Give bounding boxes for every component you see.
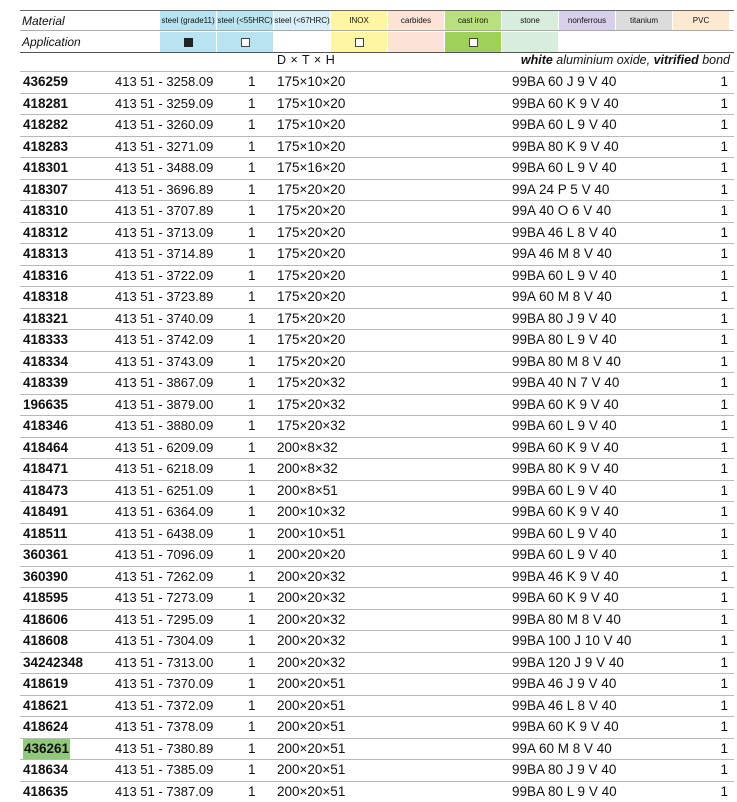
order-code: 413 51 - 7372.09	[115, 696, 213, 717]
grinding-spec: 99BA 60 K 9 V 40	[512, 588, 619, 609]
table-row	[20, 372, 734, 394]
article-number: 418511	[23, 524, 67, 545]
pack-quantity: 1	[720, 739, 728, 760]
quantity: 1	[248, 137, 256, 158]
order-code: 413 51 - 3880.09	[115, 416, 213, 437]
grinding-spec: 99BA 60 L 9 V 40	[512, 524, 617, 545]
dimensions: 175×16×20	[277, 158, 345, 179]
order-code: 413 51 - 3707.89	[115, 201, 213, 222]
material-header-row	[20, 10, 734, 31]
application-cell	[501, 32, 558, 52]
grinding-spec: 99BA 60 L 9 V 40	[512, 158, 617, 179]
article-number: 436261	[23, 739, 70, 760]
quantity: 1	[248, 674, 256, 695]
grinding-spec: 99BA 100 J 10 V 40	[512, 631, 631, 652]
dimensions: 200×20×32	[277, 631, 345, 652]
order-code: 413 51 - 7385.09	[115, 760, 213, 781]
order-code: 413 51 - 7313.00	[115, 653, 213, 674]
table-row	[20, 200, 734, 222]
article-number: 436259	[23, 72, 68, 93]
grinding-spec: 99BA 60 J 9 V 40	[512, 72, 616, 93]
table-row	[20, 544, 734, 566]
dimensions: 200×20×51	[277, 717, 345, 738]
article-number: 418334	[23, 352, 68, 373]
order-code: 413 51 - 3723.89	[115, 287, 213, 308]
quantity: 1	[248, 309, 256, 330]
order-code: 413 51 - 3696.89	[115, 180, 213, 201]
table-row	[20, 480, 734, 502]
article-number: 418606	[23, 610, 68, 631]
dimensions: 200×20×51	[277, 739, 345, 760]
table-row	[20, 71, 734, 93]
pack-quantity: 1	[720, 72, 728, 93]
grinding-spec: 99BA 60 K 9 V 40	[512, 717, 619, 738]
order-code: 413 51 - 7380.89	[115, 739, 213, 760]
order-code: 413 51 - 7262.09	[115, 567, 213, 588]
product-table	[20, 71, 734, 802]
dimensions: 175×20×20	[277, 330, 345, 351]
grinding-spec: 99BA 60 L 9 V 40	[512, 481, 617, 502]
pack-quantity: 1	[720, 158, 728, 179]
article-number: 418464	[23, 438, 68, 459]
material-cell: PVC	[672, 11, 729, 31]
table-row	[20, 329, 734, 351]
article-number: 196635	[23, 395, 68, 416]
grinding-spec: 99BA 60 K 9 V 40	[512, 395, 619, 416]
application-cell	[216, 32, 273, 52]
material-cell: steel (grade11)	[159, 11, 216, 31]
quantity: 1	[248, 459, 256, 480]
table-row	[20, 114, 734, 136]
material-cell: INOX	[330, 11, 387, 31]
table-row	[20, 501, 734, 523]
column-header	[20, 53, 734, 70]
pack-quantity: 1	[720, 180, 728, 201]
checkbox-empty-icon	[355, 38, 364, 47]
application-cell	[558, 32, 615, 52]
dimensions: 175×20×20	[277, 180, 345, 201]
order-code: 413 51 - 3722.09	[115, 266, 213, 287]
pack-quantity: 1	[720, 782, 728, 802]
article-number: 418624	[23, 717, 68, 738]
checkbox-empty-icon	[241, 38, 250, 47]
quantity: 1	[248, 610, 256, 631]
grinding-spec: 99BA 80 J 9 V 40	[512, 760, 616, 781]
quantity: 1	[248, 330, 256, 351]
dimensions: 200×20×32	[277, 610, 345, 631]
pack-quantity: 1	[720, 438, 728, 459]
dimensions: 175×20×20	[277, 244, 345, 265]
order-code: 413 51 - 3713.09	[115, 223, 213, 244]
order-code: 413 51 - 3714.89	[115, 244, 213, 265]
grinding-spec: 99BA 80 L 9 V 40	[512, 782, 617, 802]
order-code: 413 51 - 7096.09	[115, 545, 213, 566]
article-number: 418491	[23, 502, 68, 523]
pack-quantity: 1	[720, 201, 728, 222]
table-row	[20, 93, 734, 115]
order-code: 413 51 - 6218.09	[115, 459, 213, 480]
quantity: 1	[248, 696, 256, 717]
pack-quantity: 1	[720, 631, 728, 652]
quantity: 1	[248, 760, 256, 781]
quantity: 1	[248, 201, 256, 222]
grinding-spec: 99BA 40 N 7 V 40	[512, 373, 619, 394]
grinding-spec: 99BA 46 L 8 V 40	[512, 696, 617, 717]
article-number: 34242348	[23, 653, 83, 674]
order-code: 413 51 - 7378.09	[115, 717, 213, 738]
pack-quantity: 1	[720, 330, 728, 351]
quantity: 1	[248, 545, 256, 566]
pack-quantity: 1	[720, 481, 728, 502]
table-row	[20, 157, 734, 179]
quantity: 1	[248, 373, 256, 394]
article-number: 418634	[23, 760, 68, 781]
table-row	[20, 458, 734, 480]
order-code: 413 51 - 3258.09	[115, 72, 213, 93]
dimensions: 200×20×51	[277, 760, 345, 781]
article-number: 418310	[23, 201, 68, 222]
article-number: 418473	[23, 481, 68, 502]
grinding-spec: 99BA 46 J 9 V 40	[512, 674, 616, 695]
table-row	[20, 265, 734, 287]
article-number: 418619	[23, 674, 68, 695]
dimensions: 175×20×32	[277, 395, 345, 416]
table-row	[20, 136, 734, 158]
dimensions: 200×10×32	[277, 502, 345, 523]
article-number: 418313	[23, 244, 68, 265]
order-code: 413 51 - 3488.09	[115, 158, 213, 179]
dimensions: 175×20×20	[277, 352, 345, 373]
article-number: 418282	[23, 115, 68, 136]
order-code: 413 51 - 3742.09	[115, 330, 213, 351]
pack-quantity: 1	[720, 94, 728, 115]
bond-description	[521, 53, 730, 67]
bond-white: white	[521, 53, 553, 67]
order-code: 413 51 - 6251.09	[115, 481, 213, 502]
table-row	[20, 587, 734, 609]
dimensions-header: D × T × H	[277, 53, 335, 67]
dimensions: 200×20×51	[277, 782, 345, 802]
pack-quantity: 1	[720, 588, 728, 609]
pack-quantity: 1	[720, 653, 728, 674]
application-cell	[672, 32, 729, 52]
quantity: 1	[248, 653, 256, 674]
application-cell	[330, 32, 387, 52]
order-code: 413 51 - 3740.09	[115, 309, 213, 330]
quantity: 1	[248, 94, 256, 115]
article-number: 418318	[23, 287, 68, 308]
quantity: 1	[248, 416, 256, 437]
application-header-row	[20, 32, 734, 52]
order-code: 413 51 - 3271.09	[115, 137, 213, 158]
table-row	[20, 222, 734, 244]
pack-quantity: 1	[720, 567, 728, 588]
order-code: 413 51 - 7370.09	[115, 674, 213, 695]
quantity: 1	[248, 180, 256, 201]
quantity: 1	[248, 717, 256, 738]
dimensions: 175×20×32	[277, 373, 345, 394]
material-cell: steel (<55HRC)	[216, 11, 273, 31]
pack-quantity: 1	[720, 287, 728, 308]
article-number: 418635	[23, 782, 68, 802]
table-row	[20, 394, 734, 416]
grinding-spec: 99BA 46 K 9 V 40	[512, 567, 619, 588]
order-code: 413 51 - 3743.09	[115, 352, 213, 373]
dimensions: 200×20×51	[277, 696, 345, 717]
application-label: Application	[20, 32, 159, 52]
dimensions: 200×20×32	[277, 653, 345, 674]
article-number: 418307	[23, 180, 68, 201]
table-row	[20, 308, 734, 330]
dimensions: 175×20×32	[277, 416, 345, 437]
dimensions: 200×8×32	[277, 459, 338, 480]
quantity: 1	[248, 438, 256, 459]
quantity: 1	[248, 782, 256, 802]
dimensions: 175×10×20	[277, 137, 345, 158]
grinding-spec: 99A 60 M 8 V 40	[512, 287, 612, 308]
article-number: 418283	[23, 137, 68, 158]
quantity: 1	[248, 502, 256, 523]
article-number: 360390	[23, 567, 68, 588]
dimensions: 175×20×20	[277, 223, 345, 244]
quantity: 1	[248, 524, 256, 545]
dimensions: 200×20×32	[277, 588, 345, 609]
material-label: Material	[20, 11, 159, 31]
pack-quantity: 1	[720, 266, 728, 287]
order-code: 413 51 - 6364.09	[115, 502, 213, 523]
application-cell	[615, 32, 672, 52]
pack-quantity: 1	[720, 309, 728, 330]
grinding-spec: 99BA 46 L 8 V 40	[512, 223, 617, 244]
table-row	[20, 415, 734, 437]
table-row	[20, 630, 734, 652]
article-number: 418281	[23, 94, 68, 115]
dimensions: 175×10×20	[277, 115, 345, 136]
material-cell: stone	[501, 11, 558, 31]
table-row	[20, 759, 734, 781]
pack-quantity: 1	[720, 115, 728, 136]
dimensions: 175×20×20	[277, 201, 345, 222]
pack-quantity: 1	[720, 395, 728, 416]
article-number: 418471	[23, 459, 68, 480]
bond-end: bond	[699, 53, 730, 67]
pack-quantity: 1	[720, 696, 728, 717]
quantity: 1	[248, 481, 256, 502]
dimensions: 175×20×20	[277, 309, 345, 330]
grinding-spec: 99BA 80 J 9 V 40	[512, 309, 616, 330]
grinding-spec: 99BA 60 L 9 V 40	[512, 416, 617, 437]
quantity: 1	[248, 352, 256, 373]
order-code: 413 51 - 3867.09	[115, 373, 213, 394]
grinding-spec: 99A 24 P 5 V 40	[512, 180, 609, 201]
grinding-spec: 99BA 120 J 9 V 40	[512, 653, 624, 674]
grinding-spec: 99A 60 M 8 V 40	[512, 739, 612, 760]
dimensions: 200×10×51	[277, 524, 345, 545]
checkbox-filled-icon	[184, 38, 193, 47]
pack-quantity: 1	[720, 416, 728, 437]
dimensions: 200×20×51	[277, 674, 345, 695]
grinding-spec: 99BA 80 K 9 V 40	[512, 137, 619, 158]
application-cell	[387, 32, 444, 52]
order-code: 413 51 - 7273.09	[115, 588, 213, 609]
material-cell: steel (<67HRC)	[273, 11, 330, 31]
pack-quantity: 1	[720, 373, 728, 394]
quantity: 1	[248, 266, 256, 287]
article-number: 418339	[23, 373, 68, 394]
article-number: 360361	[23, 545, 68, 566]
dimensions: 200×8×51	[277, 481, 338, 502]
material-cell: carbides	[387, 11, 444, 31]
bond-vitrified: vitrified	[654, 53, 699, 67]
table-row	[20, 609, 734, 631]
grinding-spec: 99BA 60 K 9 V 40	[512, 94, 619, 115]
pack-quantity: 1	[720, 502, 728, 523]
grinding-spec: 99BA 60 K 9 V 40	[512, 502, 619, 523]
pack-quantity: 1	[720, 610, 728, 631]
order-code: 413 51 - 3260.09	[115, 115, 213, 136]
grinding-spec: 99BA 60 L 9 V 40	[512, 115, 617, 136]
dimensions: 175×20×20	[277, 287, 345, 308]
grinding-spec: 99BA 60 L 9 V 40	[512, 266, 617, 287]
pack-quantity: 1	[720, 459, 728, 480]
checkbox-empty-icon	[469, 38, 478, 47]
article-number: 418608	[23, 631, 68, 652]
grinding-spec: 99BA 80 L 9 V 40	[512, 330, 617, 351]
order-code: 413 51 - 3259.09	[115, 94, 213, 115]
pack-quantity: 1	[720, 545, 728, 566]
article-number: 418321	[23, 309, 68, 330]
table-row	[20, 179, 734, 201]
pack-quantity: 1	[720, 137, 728, 158]
article-number: 418316	[23, 266, 68, 287]
article-number: 418346	[23, 416, 68, 437]
order-code: 413 51 - 7304.09	[115, 631, 213, 652]
table-row	[20, 652, 734, 674]
table-row	[20, 716, 734, 738]
dimensions: 175×20×20	[277, 266, 345, 287]
article-number: 418312	[23, 223, 68, 244]
dimensions: 200×8×32	[277, 438, 338, 459]
pack-quantity: 1	[720, 244, 728, 265]
dimensions: 175×10×20	[277, 72, 345, 93]
order-code: 413 51 - 6438.09	[115, 524, 213, 545]
dimensions: 175×10×20	[277, 94, 345, 115]
order-code: 413 51 - 3879.00	[115, 395, 213, 416]
grinding-spec: 99BA 60 K 9 V 40	[512, 438, 619, 459]
quantity: 1	[248, 287, 256, 308]
article-number: 418595	[23, 588, 68, 609]
bond-mid: aluminium oxide,	[553, 53, 654, 67]
grinding-spec: 99A 40 O 6 V 40	[512, 201, 611, 222]
pack-quantity: 1	[720, 674, 728, 695]
material-cell: nonferrous	[558, 11, 615, 31]
pack-quantity: 1	[720, 717, 728, 738]
table-row	[20, 351, 734, 373]
grinding-spec: 99BA 60 L 9 V 40	[512, 545, 617, 566]
article-number: 418333	[23, 330, 68, 351]
grinding-spec: 99A 46 M 8 V 40	[512, 244, 612, 265]
quantity: 1	[248, 395, 256, 416]
grinding-spec: 99BA 80 M 8 V 40	[512, 610, 621, 631]
quantity: 1	[248, 72, 256, 93]
quantity: 1	[248, 244, 256, 265]
grinding-spec: 99BA 80 M 8 V 40	[512, 352, 621, 373]
table-row	[20, 738, 734, 760]
material-cell: titanium	[615, 11, 672, 31]
quantity: 1	[248, 588, 256, 609]
pack-quantity: 1	[720, 352, 728, 373]
pack-quantity: 1	[720, 524, 728, 545]
material-cell: cast iron	[444, 11, 501, 31]
table-row	[20, 437, 734, 459]
quantity: 1	[248, 739, 256, 760]
table-row	[20, 243, 734, 265]
application-cell	[159, 32, 216, 52]
table-row	[20, 523, 734, 545]
quantity: 1	[248, 631, 256, 652]
article-number: 418301	[23, 158, 68, 179]
order-code: 413 51 - 7387.09	[115, 782, 213, 802]
table-row	[20, 695, 734, 717]
table-row	[20, 673, 734, 695]
article-number: 418621	[23, 696, 68, 717]
table-row	[20, 781, 734, 802]
table-row	[20, 566, 734, 588]
order-code: 413 51 - 7295.09	[115, 610, 213, 631]
pack-quantity: 1	[720, 760, 728, 781]
dimensions: 200×20×32	[277, 567, 345, 588]
quantity: 1	[248, 115, 256, 136]
application-cell	[273, 32, 330, 52]
quantity: 1	[248, 158, 256, 179]
pack-quantity: 1	[720, 223, 728, 244]
table-row	[20, 286, 734, 308]
order-code: 413 51 - 6209.09	[115, 438, 213, 459]
header-divider	[20, 30, 734, 31]
quantity: 1	[248, 223, 256, 244]
quantity: 1	[248, 567, 256, 588]
application-cell	[444, 32, 501, 52]
dimensions: 200×20×20	[277, 545, 345, 566]
grinding-spec: 99BA 80 K 9 V 40	[512, 459, 619, 480]
